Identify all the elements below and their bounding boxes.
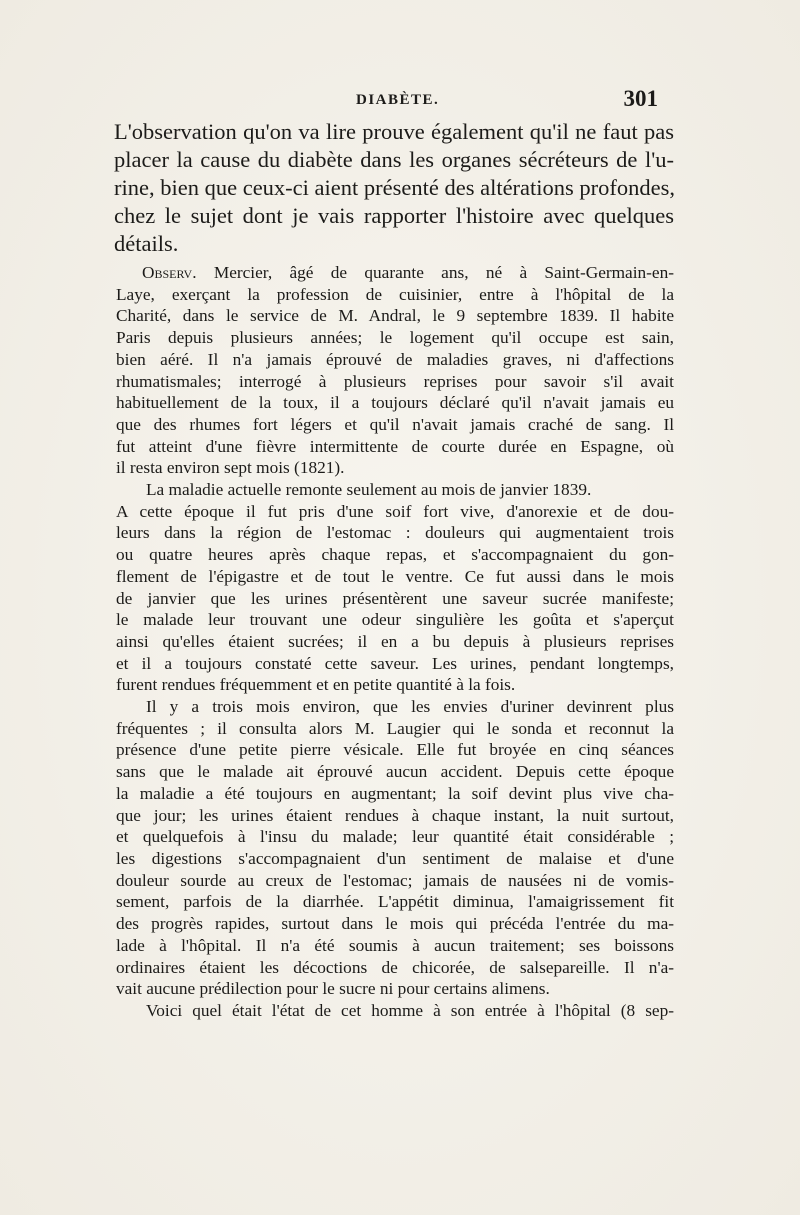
- text-line: furent rendues fréquemment et en petite quantité à la fois.: [116, 675, 516, 695]
- text-line: douleur sourde au creux de l'estomac; jamais de nausées ni de vomis-: [116, 870, 674, 890]
- text-line: que des rhumes fort légers et qu'il n'avait jamais craché de sang. Il: [116, 414, 674, 434]
- text-line: L'observation qu'on va lire prouve également qu'il ne faut pas: [114, 119, 674, 144]
- text-line: détails.: [114, 231, 179, 256]
- running-title: DIABÈTE.: [356, 92, 440, 108]
- paragraph-first-line: Il y a trois mois environ, que les envies d'uriner devinrent plus: [146, 697, 674, 717]
- text-line: sans que le malade ait éprouvé aucun accident. Depuis cette époque: [116, 762, 674, 782]
- text-line: vait aucune prédilection pour le sucre ni pour certains alimens.: [116, 979, 550, 999]
- text-line: que jour; les urines étaient rendues à chaque instant, la nuit surtout,: [116, 805, 674, 825]
- text-line: les digestions s'accompagnaient d'un sentiment de malaise et d'une: [116, 848, 674, 868]
- text-line: fut atteint d'une fièvre intermittente de courte durée en Espagne, où: [116, 436, 674, 456]
- text-line: le malade leur trouvant une odeur singulière les goûta et s'aperçut: [116, 610, 674, 630]
- text-line: des progrès rapides, surtout dans le mois qui précéda l'entrée du ma-: [116, 914, 674, 934]
- observation-first-line: [116, 262, 674, 284]
- text-line: et il a toujours constaté cette saveur. Les urines, pendant longtemps,: [116, 653, 674, 673]
- page-number: 301: [623, 86, 658, 111]
- text-line: et quelquefois à l'insu du malade; leur quantité était considérable ;: [116, 827, 674, 847]
- observation-body: [116, 262, 674, 1022]
- text-line: ou quatre heures après chaque repas, et s'accompagnaient du gon-: [116, 545, 674, 565]
- paragraph-first-line: La maladie actuelle remonte seulement au mois de janvier 1839.: [146, 480, 592, 500]
- text-line: la maladie a été toujours en augmentant; la soif devint plus vive cha-: [116, 783, 674, 803]
- text-line: lade à l'hôpital. Il n'a été soumis à aucun traitement; ses boissons: [116, 935, 674, 955]
- text-line: Laye, exerçant la profession de cuisinier, entre à l'hôpital de la: [116, 284, 674, 304]
- text-line: leurs dans la région de l'estomac : douleurs qui augmentaient trois: [116, 523, 674, 543]
- text-line: bien aéré. Il n'a jamais éprouvé de maladies graves, ni d'affections: [116, 349, 674, 369]
- text-line: ainsi qu'elles étaient sucrées; il en a bu depuis à plusieurs reprises: [116, 631, 674, 651]
- text-line: rhumatismales; interrogé à plusieurs reprises pour savoir s'il avait: [116, 371, 674, 391]
- text-line: habituellement de la toux, il a toujours déclaré qu'il n'avait jamais eu: [116, 393, 674, 413]
- observation-label: Observ.: [142, 263, 197, 282]
- text-line: A cette époque il fut pris d'une soif fort vive, d'anorexie et de dou-: [116, 501, 674, 521]
- text-line: fréquentes ; il consulta alors M. Laugier qui le sonda et reconnut la: [116, 718, 674, 738]
- text-line: Charité, dans le service de M. Andral, le 9 septembre 1839. Il habite: [116, 306, 674, 326]
- observation-first-line-text: Mercier, âgé de quarante ans, né à Saint-Germain-en-: [196, 263, 674, 282]
- text-line: il resta environ sept mois (1821).: [116, 458, 345, 478]
- intro-paragraph: [114, 118, 674, 258]
- text-line: ordinaires étaient les décoctions de chicorée, de salsepareille. Il n'a-: [116, 957, 674, 977]
- paragraph-first-line: Voici quel était l'état de cet homme à son entrée à l'hôpital (8 sep-: [146, 1000, 674, 1020]
- text-line: Paris depuis plusieurs années; le logement qu'il occupe est sain,: [116, 328, 674, 348]
- text-line: rine, bien que ceux-ci aient présenté des altérations profondes,: [114, 175, 676, 200]
- text-line: chez le sujet dont je vais rapporter l'histoire avec quelques: [114, 203, 674, 228]
- text-line: présence d'une petite pierre vésicale. Elle fut broyée en cinq séances: [116, 740, 674, 760]
- text-line: flement de l'épigastre et de tout le ventre. Ce fut aussi dans le mois: [116, 566, 674, 586]
- page-header: [100, 86, 670, 116]
- text-line: sement, parfois de la diarrhée. L'appétit diminua, l'amaigrissement fit: [116, 892, 674, 912]
- text-line: placer la cause du diabète dans les organes sécréteurs de l'u-: [114, 147, 674, 172]
- text-line: de janvier que les urines présentèrent une saveur sucrée manifeste;: [116, 588, 674, 608]
